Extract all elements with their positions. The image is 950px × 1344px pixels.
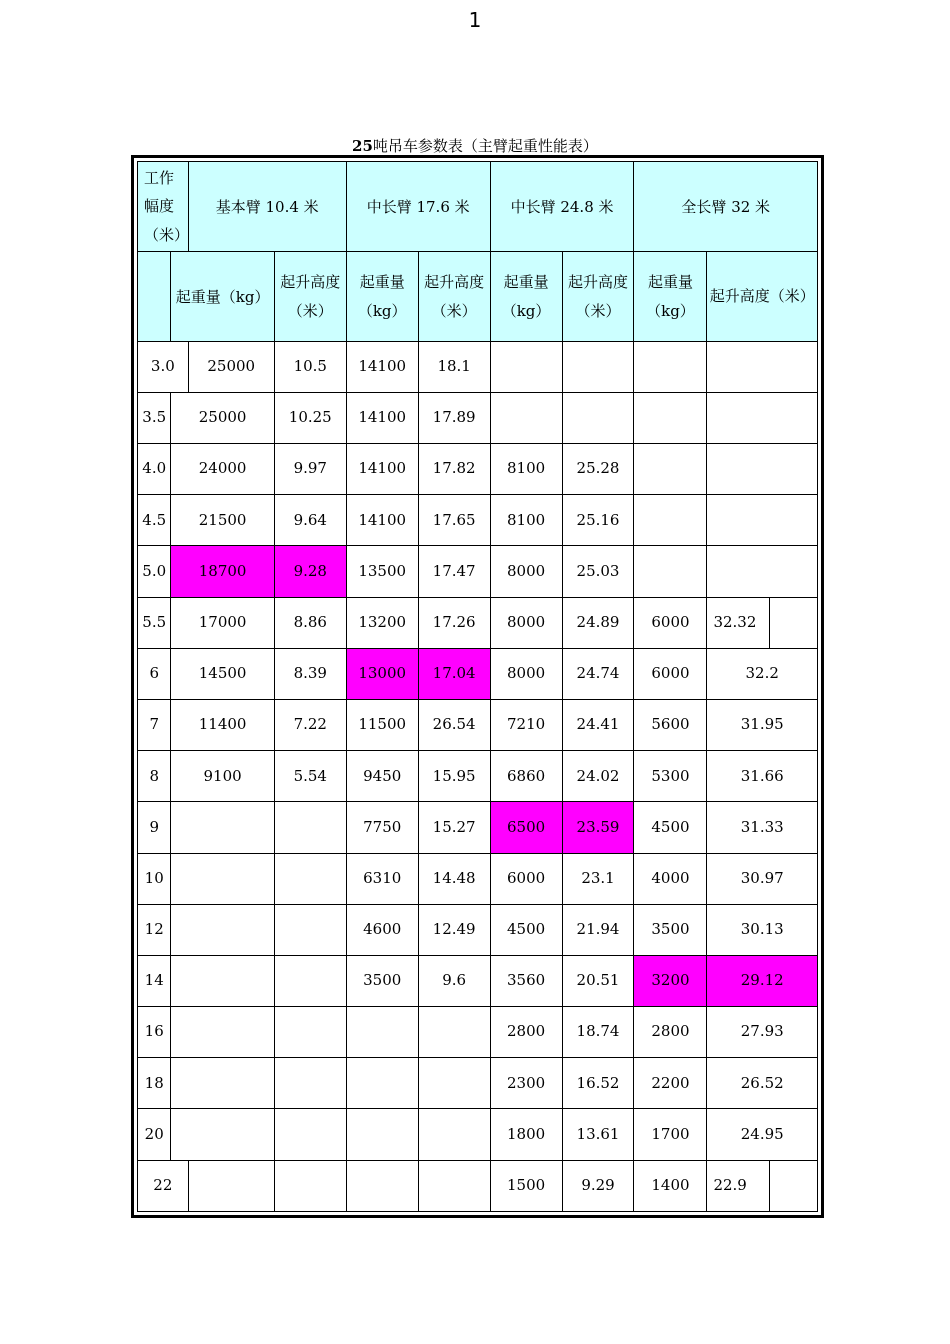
cell-b2h (418, 1160, 490, 1211)
table-row (138, 699, 818, 750)
header-boom-mid-17: 中长臂 17.6 米 (346, 162, 490, 252)
cell-b3w: 1500 (490, 1160, 562, 1211)
cell-b3h: 16.52 (562, 1058, 634, 1109)
header-radius: 工作幅度（米） (138, 162, 189, 252)
cell-b1h: 5.54 (274, 751, 346, 802)
cell-b2w: 7750 (346, 802, 418, 853)
header-row-2 (138, 252, 818, 341)
cell-b4w (634, 341, 707, 392)
cell-b2w: 4600 (346, 904, 418, 955)
cell-b3w: 4500 (490, 904, 562, 955)
crane-load-table (137, 161, 818, 1212)
cell-blank (770, 597, 818, 648)
cell-b3h: 24.89 (562, 597, 634, 648)
cell-b1w: 25000 (188, 341, 274, 392)
cell-b3h (562, 341, 634, 392)
cell-b2w: 9450 (346, 751, 418, 802)
cell-b3h: 9.29 (562, 1160, 634, 1211)
table-row (138, 1160, 818, 1211)
cell-b3w: 8100 (490, 444, 562, 495)
header-b2-height: 起升高度（米） (418, 252, 490, 341)
cell-b2h (418, 1058, 490, 1109)
cell-b4w: 4500 (634, 802, 707, 853)
cell-b3h: 21.94 (562, 904, 634, 955)
cell-b4h: 32.32 (707, 597, 770, 648)
cell-b2h: 15.27 (418, 802, 490, 853)
cell-b1w: 18700 (171, 546, 274, 597)
cell-b2h: 17.47 (418, 546, 490, 597)
cell-b2w: 11500 (346, 699, 418, 750)
header-b3-load: 起重量（kg） (490, 252, 562, 341)
cell-b1h: 8.86 (274, 597, 346, 648)
cell-b4h (707, 546, 818, 597)
cell-r: 8 (138, 751, 171, 802)
cell-b4w: 6000 (634, 648, 707, 699)
cell-r: 6 (138, 648, 171, 699)
page-number: 1 (468, 8, 482, 32)
cell-b1h: 9.97 (274, 444, 346, 495)
cell-b3h: 25.28 (562, 444, 634, 495)
cell-b4w (634, 392, 707, 443)
header-corner-blank (138, 252, 171, 341)
cell-b2w (346, 1160, 418, 1211)
table-title (0, 135, 950, 156)
cell-b4h: 26.52 (707, 1058, 818, 1109)
table-row (138, 444, 818, 495)
cell-b3h (562, 392, 634, 443)
cell-b1w: 25000 (171, 392, 274, 443)
cell-b1w: 14500 (171, 648, 274, 699)
cell-b4h: 29.12 (707, 955, 818, 1006)
cell-b4h (707, 444, 818, 495)
cell-b3w: 8000 (490, 597, 562, 648)
table-row (138, 341, 818, 392)
table-row (138, 853, 818, 904)
cell-b1w (188, 1160, 274, 1211)
cell-b1h (274, 802, 346, 853)
cell-b2h: 15.95 (418, 751, 490, 802)
cell-b1h (274, 904, 346, 955)
header-b1-height: 起升高度（米） (274, 252, 346, 341)
table-row (138, 392, 818, 443)
cell-b2h: 9.6 (418, 955, 490, 1006)
cell-b3w (490, 392, 562, 443)
cell-b1w (171, 1058, 274, 1109)
cell-b3w: 7210 (490, 699, 562, 750)
cell-b3w (490, 341, 562, 392)
cell-b1w: 17000 (171, 597, 274, 648)
cell-b3h: 23.1 (562, 853, 634, 904)
cell-b2h: 26.54 (418, 699, 490, 750)
cell-b4w: 2800 (634, 1007, 707, 1058)
cell-b3h: 13.61 (562, 1109, 634, 1160)
cell-b1h: 8.39 (274, 648, 346, 699)
cell-b4w: 5600 (634, 699, 707, 750)
cell-b4w (634, 495, 707, 546)
cell-b1h: 10.25 (274, 392, 346, 443)
cell-b3h: 25.03 (562, 546, 634, 597)
cell-b4w: 2200 (634, 1058, 707, 1109)
cell-b3h: 24.02 (562, 751, 634, 802)
cell-b1w: 9100 (171, 751, 274, 802)
cell-b3h: 20.51 (562, 955, 634, 1006)
cell-b4w: 3200 (634, 955, 707, 1006)
cell-b2w: 13200 (346, 597, 418, 648)
cell-b2w: 14100 (346, 341, 418, 392)
cell-b3w: 2300 (490, 1058, 562, 1109)
cell-b4h: 31.33 (707, 802, 818, 853)
cell-b1h (274, 1109, 346, 1160)
cell-b4h (707, 392, 818, 443)
cell-r: 22 (138, 1160, 189, 1211)
cell-r: 7 (138, 699, 171, 750)
table-row (138, 904, 818, 955)
cell-b4w: 3500 (634, 904, 707, 955)
cell-blank (770, 1160, 818, 1211)
cell-b3w: 8000 (490, 546, 562, 597)
cell-b2h: 12.49 (418, 904, 490, 955)
cell-b2w: 6310 (346, 853, 418, 904)
cell-b4w (634, 444, 707, 495)
cell-b3h: 18.74 (562, 1007, 634, 1058)
title-bold: 25 (352, 137, 373, 155)
cell-b2h (418, 1109, 490, 1160)
header-row-1 (138, 162, 818, 252)
cell-b3w: 2800 (490, 1007, 562, 1058)
header-boom-full: 全长臂 32 米 (634, 162, 818, 252)
cell-b3w: 6000 (490, 853, 562, 904)
cell-r: 5.0 (138, 546, 171, 597)
cell-r: 12 (138, 904, 171, 955)
cell-r: 5.5 (138, 597, 171, 648)
header-boom-basic: 基本臂 10.4 米 (188, 162, 346, 252)
cell-b4h (707, 495, 818, 546)
cell-b1w (171, 1109, 274, 1160)
cell-b1h (274, 955, 346, 1006)
cell-b1h (274, 1007, 346, 1058)
cell-b4w: 1700 (634, 1109, 707, 1160)
cell-b4h: 22.9 (707, 1160, 770, 1211)
cell-b2w: 13000 (346, 648, 418, 699)
cell-b2h: 18.1 (418, 341, 490, 392)
table-row (138, 751, 818, 802)
cell-b1w (171, 802, 274, 853)
cell-r: 3.0 (138, 341, 189, 392)
cell-b1h: 9.28 (274, 546, 346, 597)
table-row (138, 648, 818, 699)
cell-b1w (171, 853, 274, 904)
cell-r: 10 (138, 853, 171, 904)
cell-r: 14 (138, 955, 171, 1006)
table-row (138, 495, 818, 546)
cell-b1w: 21500 (171, 495, 274, 546)
cell-b4h: 31.95 (707, 699, 818, 750)
cell-b4h (707, 341, 818, 392)
cell-b3h: 25.16 (562, 495, 634, 546)
cell-b4w (634, 546, 707, 597)
cell-b3w: 1800 (490, 1109, 562, 1160)
cell-b2h: 17.26 (418, 597, 490, 648)
cell-b4h: 27.93 (707, 1007, 818, 1058)
cell-b2w (346, 1109, 418, 1160)
cell-b2w: 14100 (346, 392, 418, 443)
cell-b3h: 24.41 (562, 699, 634, 750)
cell-b4h: 30.97 (707, 853, 818, 904)
cell-b2w (346, 1007, 418, 1058)
cell-r: 20 (138, 1109, 171, 1160)
cell-b3w: 6860 (490, 751, 562, 802)
cell-b1h (274, 853, 346, 904)
cell-b4w: 5300 (634, 751, 707, 802)
cell-b4h: 32.2 (707, 648, 818, 699)
table-row (138, 1058, 818, 1109)
header-boom-mid-24: 中长臂 24.8 米 (490, 162, 634, 252)
cell-b1w (171, 1007, 274, 1058)
cell-r: 3.5 (138, 392, 171, 443)
cell-b2w: 13500 (346, 546, 418, 597)
cell-b3w: 8100 (490, 495, 562, 546)
cell-b2h: 17.89 (418, 392, 490, 443)
cell-b2w (346, 1058, 418, 1109)
cell-b2w: 14100 (346, 444, 418, 495)
cell-r: 9 (138, 802, 171, 853)
header-b1-load: 起重量（kg） (171, 252, 274, 341)
table-row (138, 597, 818, 648)
title-text: 吨吊车参数表（主臂起重性能表） (372, 137, 598, 155)
table-row (138, 802, 818, 853)
cell-b3w: 3560 (490, 955, 562, 1006)
cell-r: 4.5 (138, 495, 171, 546)
cell-b2w: 14100 (346, 495, 418, 546)
table-frame (131, 155, 824, 1218)
cell-b2h: 14.48 (418, 853, 490, 904)
cell-b4w: 1400 (634, 1160, 707, 1211)
cell-b2h: 17.82 (418, 444, 490, 495)
cell-b4h: 24.95 (707, 1109, 818, 1160)
cell-b2h: 17.04 (418, 648, 490, 699)
cell-b1h (274, 1058, 346, 1109)
header-b3-height: 起升高度（米） (562, 252, 634, 341)
cell-b1h: 9.64 (274, 495, 346, 546)
cell-r: 18 (138, 1058, 171, 1109)
cell-b3w: 8000 (490, 648, 562, 699)
cell-b1h: 7.22 (274, 699, 346, 750)
cell-b1h (274, 1160, 346, 1211)
table-row (138, 1109, 818, 1160)
header-b2-load: 起重量（kg） (346, 252, 418, 341)
table-row (138, 546, 818, 597)
cell-b3w: 6500 (490, 802, 562, 853)
cell-b4h: 31.66 (707, 751, 818, 802)
header-b4-height: 起升高度（米） (707, 252, 818, 341)
table-row (138, 1007, 818, 1058)
cell-b2h: 17.65 (418, 495, 490, 546)
header-b4-load: 起重量（kg） (634, 252, 707, 341)
cell-b1w: 24000 (171, 444, 274, 495)
cell-b2h (418, 1007, 490, 1058)
cell-b2w: 3500 (346, 955, 418, 1006)
cell-r: 4.0 (138, 444, 171, 495)
cell-b1w (171, 955, 274, 1006)
cell-b1w (171, 904, 274, 955)
cell-b4w: 4000 (634, 853, 707, 904)
table-row (138, 955, 818, 1006)
cell-r: 16 (138, 1007, 171, 1058)
cell-b1h: 10.5 (274, 341, 346, 392)
cell-b4h: 30.13 (707, 904, 818, 955)
cell-b4w: 6000 (634, 597, 707, 648)
cell-b1w: 11400 (171, 699, 274, 750)
cell-b3h: 24.74 (562, 648, 634, 699)
cell-b3h: 23.59 (562, 802, 634, 853)
